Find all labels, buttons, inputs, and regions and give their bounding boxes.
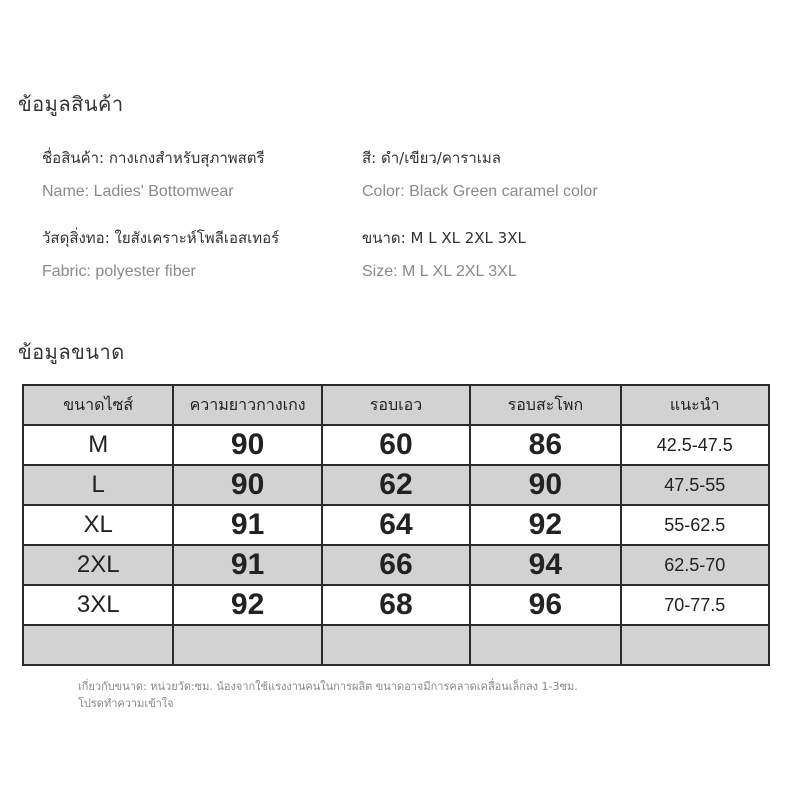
product-size-en: Size: M L XL 2XL 3XL — [362, 263, 517, 280]
product-name-en: Name: Ladies' Bottomwear — [42, 183, 234, 200]
table-row — [23, 545, 769, 585]
header-waist: รอบเอว — [322, 385, 470, 425]
recommend-cell: 62.5-70 — [621, 545, 769, 585]
header-recommend: แนะนำ — [621, 385, 769, 425]
recommend-cell: 55-62.5 — [621, 505, 769, 545]
product-fabric-th: วัสดุสิ่งทอ: ใยสังเคราะห์โพลีเอสเทอร์ — [42, 229, 280, 247]
product-info-title: ข้อมูลสินค้า — [18, 92, 124, 116]
empty-cell — [23, 625, 173, 665]
length-cell: 90 — [173, 425, 321, 465]
header-length: ความยาวกางเกง — [173, 385, 321, 425]
empty-cell — [621, 625, 769, 665]
waist-cell: 68 — [322, 585, 470, 625]
footnote-line-2: โปรดทำความเข้าใจ — [78, 697, 174, 710]
size-cell: M — [23, 425, 173, 465]
hip-cell: 92 — [470, 505, 620, 545]
size-cell: XL — [23, 505, 173, 545]
recommend-cell: 47.5-55 — [621, 465, 769, 505]
product-color-en: Color: Black Green caramel color — [362, 183, 598, 200]
table-row — [23, 425, 769, 465]
size-cell: 3XL — [23, 585, 173, 625]
waist-cell: 64 — [322, 505, 470, 545]
table-row — [23, 465, 769, 505]
product-color-th: สี: ดำ/เขียว/คาราเมล — [362, 149, 501, 167]
size-footnote — [78, 678, 758, 712]
table-header-row — [23, 385, 769, 425]
footnote-line-1: เกี่ยวกับขนาด: หน่วยวัด:ซม. น้องจากใช้แรงงานคนในการผลิต ขนาดอาจมีการคลาดเคลื่อนเล็กลง 1-3ซม. — [78, 680, 578, 693]
length-cell: 91 — [173, 545, 321, 585]
length-cell: 91 — [173, 505, 321, 545]
size-cell: 2XL — [23, 545, 173, 585]
product-name-th: ชื่อสินค้า: กางเกงสำหรับสุภาพสตรี — [42, 149, 265, 167]
hip-cell: 94 — [470, 545, 620, 585]
header-hip: รอบสะโพก — [470, 385, 620, 425]
hip-cell: 96 — [470, 585, 620, 625]
table-row-empty — [23, 625, 769, 665]
size-table — [22, 384, 770, 666]
empty-cell — [173, 625, 321, 665]
recommend-cell: 70-77.5 — [621, 585, 769, 625]
size-cell: L — [23, 465, 173, 505]
waist-cell: 60 — [322, 425, 470, 465]
waist-cell: 62 — [322, 465, 470, 505]
length-cell: 90 — [173, 465, 321, 505]
table-row — [23, 505, 769, 545]
recommend-cell: 42.5-47.5 — [621, 425, 769, 465]
length-cell: 92 — [173, 585, 321, 625]
empty-cell — [470, 625, 620, 665]
product-fabric-en: Fabric: polyester fiber — [42, 263, 196, 280]
hip-cell: 90 — [470, 465, 620, 505]
waist-cell: 66 — [322, 545, 470, 585]
header-size: ขนาดไซส์ — [23, 385, 173, 425]
product-size-th: ขนาด: M L XL 2XL 3XL — [362, 229, 526, 247]
size-info-title: ข้อมูลขนาด — [18, 340, 125, 364]
empty-cell — [322, 625, 470, 665]
table-row — [23, 585, 769, 625]
hip-cell: 86 — [470, 425, 620, 465]
